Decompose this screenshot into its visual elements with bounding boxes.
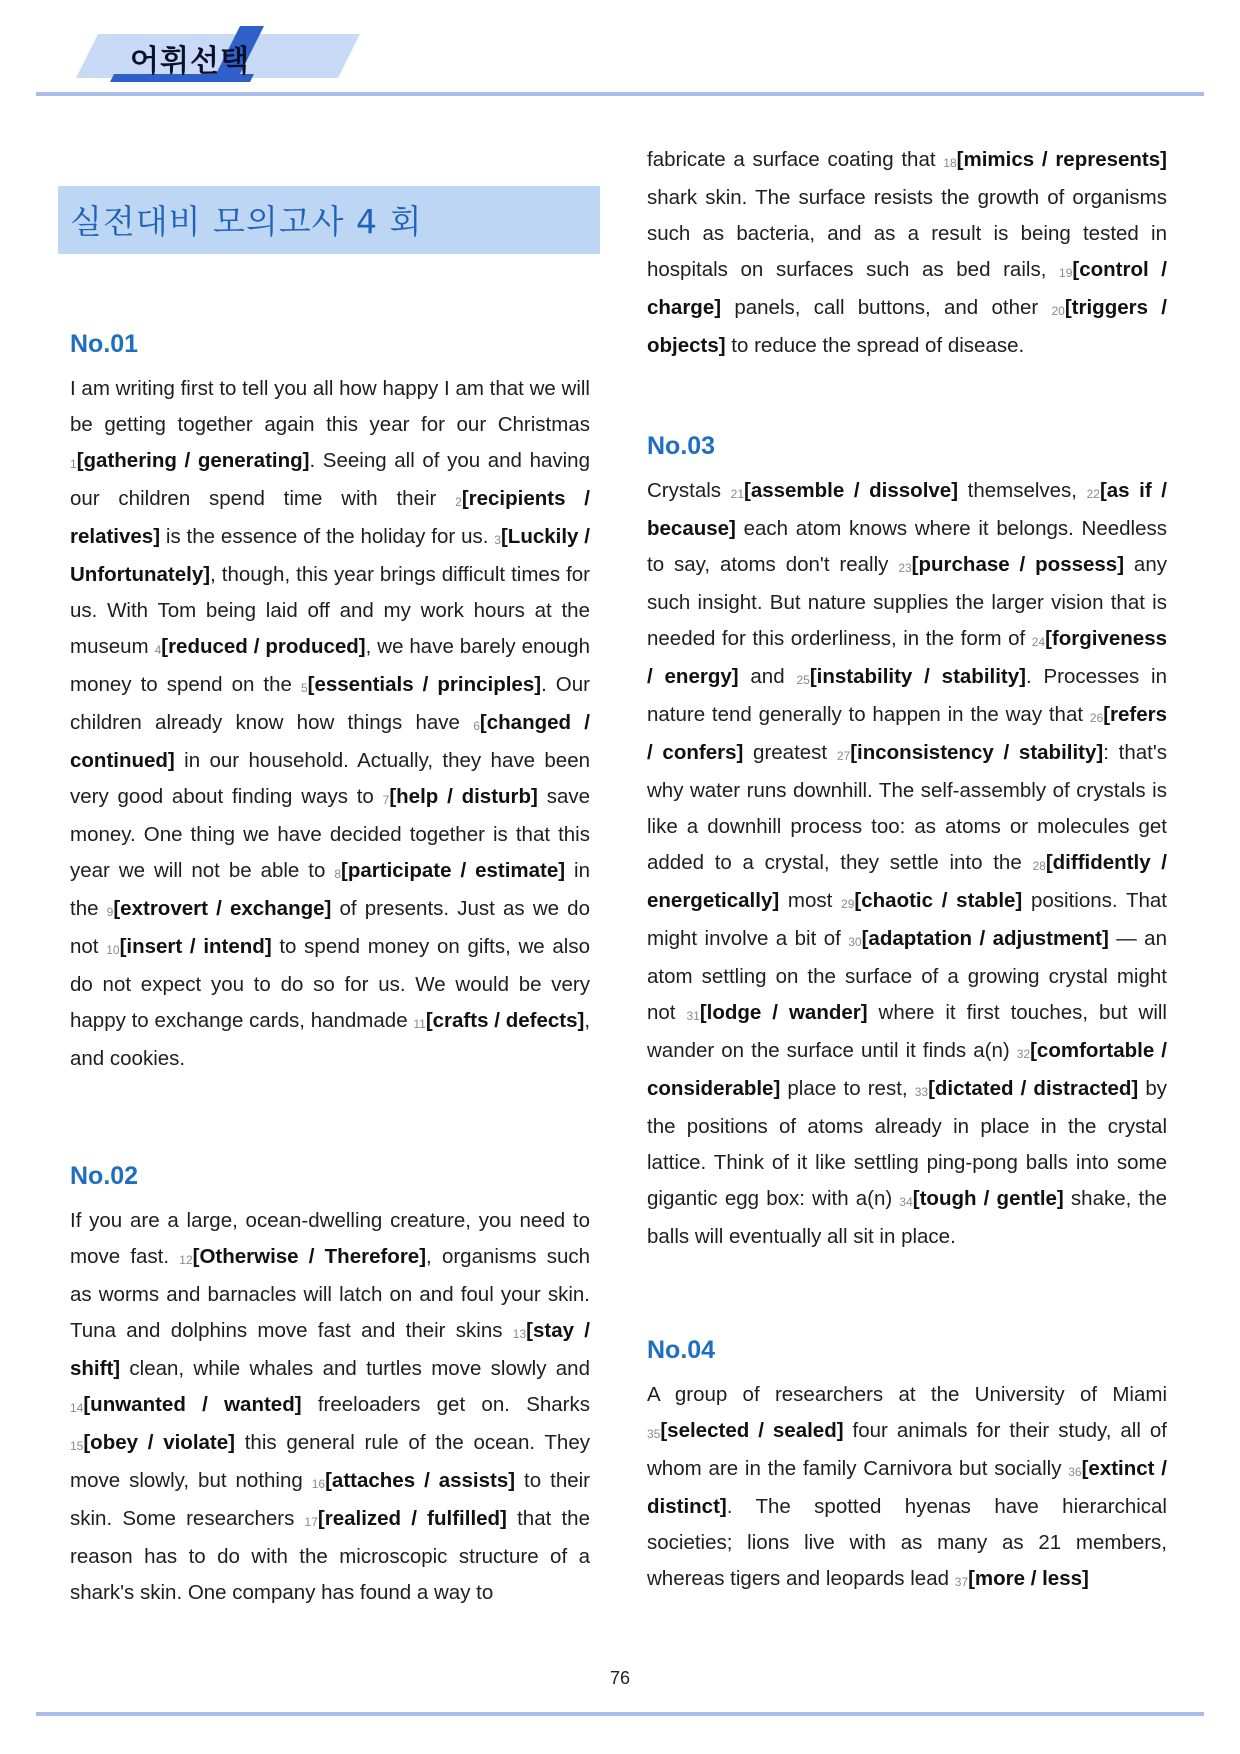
passage-text: this general rule of the ocean. They move slowly, but nothing: [70, 1431, 590, 1492]
passage-text: freeloaders get on. Sharks: [301, 1393, 590, 1416]
question-04-text: [647, 1377, 1167, 1599]
blank-number: 13: [512, 1327, 527, 1341]
passage-text: , organisms such as worms and barnacles will latch on and foul your skin. Tuna and dolphins move fast and their skins: [70, 1245, 590, 1342]
blank-number: 32: [1016, 1047, 1031, 1061]
passage-text: greatest: [743, 741, 837, 764]
blank-number: 30: [848, 935, 862, 949]
answer-choice: [insert / intend]: [119, 935, 272, 958]
passage-text: shake, the balls will eventually all sit in place.: [647, 1187, 1167, 1248]
blank-number: 35: [647, 1427, 661, 1441]
passage-text: If you are a large, ocean-dwelling creature, you need to move fast.: [70, 1209, 590, 1268]
passage-text: fabricate a surface coating that: [647, 148, 944, 171]
passage-text: A group of researchers at the University of Miami: [647, 1383, 1167, 1406]
blank-number: 2: [455, 495, 462, 509]
answer-choice: [changed / continued]: [70, 711, 590, 772]
footer-divider: [36, 1712, 1204, 1716]
header-divider: [36, 92, 1204, 96]
blank-number: 19: [1059, 266, 1073, 280]
blank-number: 9: [106, 905, 114, 919]
answer-choice: [crafts / defects]: [425, 1009, 585, 1032]
blank-number: 29: [841, 897, 855, 911]
blank-number: 24: [1031, 635, 1046, 649]
answer-choice: [lodge / wander]: [699, 1001, 868, 1024]
answer-choice: [as if / because]: [647, 479, 1167, 540]
answer-choice: [control / charge]: [647, 258, 1168, 319]
passage-text: : that's why water runs downhill. The self-assembly of crystals is like a downhill process too: as atoms or molecules get added to a crystal, they settle into the: [647, 741, 1168, 874]
passage-text: . The spotted hyenas have hierarchical societies; lions live with as many as 21 members, whereas tigers and leopards lead: [647, 1495, 1167, 1590]
blank-number: 5: [300, 681, 308, 695]
passage-text: place to rest,: [780, 1077, 915, 1100]
passage-text: . Seeing all of you and having our children spend time with their: [70, 449, 590, 510]
passage-text: to reduce the spread of disease.: [725, 334, 1025, 357]
passage-text: shark skin. The surface resists the growth of organisms such as bacteria, and as a result is being tested in hospitals on surfaces such as bed rails,: [647, 186, 1167, 281]
answer-choice: [more / less]: [968, 1567, 1089, 1590]
blank-number: 21: [730, 487, 744, 501]
passage-text: where it first touches, but will wander on the surface until it finds a(n): [647, 1001, 1167, 1062]
answer-choice: [recipients / relatives]: [70, 487, 590, 548]
answer-choice: [inconsistency / stability]: [850, 741, 1104, 764]
passage-text: any such insight. But nature supplies the larger vision that is needed for this orderliness, in the form of: [647, 553, 1167, 650]
answer-choice: [assemble / dissolve]: [744, 479, 959, 502]
passage-text: , and cookies.: [70, 1009, 591, 1070]
question-number-03: No.03: [647, 432, 716, 460]
blank-number: 11: [413, 1017, 426, 1031]
answer-choice: [stay / shift]: [70, 1319, 590, 1380]
exam-title: 실전대비 모의고사 4 회: [70, 202, 423, 241]
blank-number: 22: [1086, 487, 1100, 501]
passage-text: that the reason has to do with the microscopic structure of a shark's skin. One company has found a way to: [70, 1507, 590, 1604]
passage-text: and: [738, 665, 797, 688]
passage-text: I am writing first to tell you all how happy I am that we will be getting together again this year for our Christmas: [70, 377, 590, 436]
answer-choice: [adaptation / adjustment]: [861, 927, 1109, 950]
passage-text: to their skin. Some researchers: [70, 1469, 590, 1530]
answer-choice: [reduced / produced]: [161, 635, 366, 658]
answer-choice: [mimics / represents]: [956, 148, 1167, 171]
question-number-01: No.01: [70, 330, 139, 358]
passage-text: each atom knows where it belongs. Needless to say, atoms don't really: [647, 517, 1167, 576]
answer-choice: [realized / fulfilled]: [317, 1507, 507, 1530]
passage-text: , we have barely enough money to spend on the: [70, 635, 590, 696]
answer-choice: [essentials / principles]: [307, 673, 542, 696]
answer-choice: [refers / confers]: [647, 703, 1167, 764]
answer-choice: [triggers / objects]: [647, 296, 1167, 357]
blank-number: 33: [914, 1085, 929, 1099]
question-number-02: No.02: [70, 1162, 139, 1190]
passage-text: panels, call buttons, and other: [721, 296, 1052, 319]
answer-choice: [participate / estimate]: [341, 859, 566, 882]
passage-text: positions. That might involve a bit of: [647, 889, 1167, 950]
passage-text: four animals for their study, all of whom are in the family Carnivora but socially: [647, 1419, 1167, 1480]
blank-number: 23: [898, 561, 912, 575]
passage-text: to spend money on gifts, we also do not expect you to do so for us. We would be very happy to exchange cards, handmade: [70, 935, 590, 1032]
passage-text: . Our children already know how things have: [70, 673, 590, 734]
answer-choice: [extrovert / exchange]: [113, 897, 332, 920]
passage-text: in the: [70, 859, 591, 920]
passage-text: clean, while whales and turtles move slowly and: [120, 1357, 590, 1380]
answer-choice: [selected / sealed]: [660, 1419, 844, 1442]
question-02-continuation: [647, 142, 1167, 364]
blank-number: 37: [954, 1575, 969, 1589]
blank-number: 4: [154, 643, 162, 657]
passage-text: themselves,: [958, 479, 1087, 502]
blank-number: 7: [382, 793, 390, 807]
blank-number: 25: [796, 673, 810, 687]
blank-number: 15: [70, 1439, 84, 1453]
passage-text: by the positions of atoms already in place in the crystal lattice. Think of it like settling ping-pong balls into some gigantic egg box: with a(n): [647, 1077, 1167, 1210]
answer-choice: [Otherwise / Therefore]: [192, 1245, 427, 1268]
answer-choice: [comfortable / considerable]: [647, 1039, 1167, 1100]
answer-choice: [forgiveness / energy]: [647, 627, 1167, 688]
answer-choice: [tough / gentle]: [912, 1187, 1064, 1210]
page-number: 76: [609, 1668, 631, 1688]
question-number-04: No.04: [647, 1336, 716, 1364]
answer-choice: [instability / stability]: [809, 665, 1026, 688]
answer-choice: [unwanted / wanted]: [83, 1393, 302, 1416]
answer-choice: [purchase / possess]: [911, 553, 1125, 576]
blank-number: 8: [334, 867, 342, 881]
passage-text: save money. One thing we have decided together is that this year we will not be able to: [70, 785, 590, 882]
blank-number: 10: [106, 943, 120, 957]
answer-choice: [help / disturb]: [389, 785, 538, 808]
passage-text: in our household. Actually, they have been very good about finding ways to: [70, 749, 590, 808]
question-01-text: [70, 371, 590, 1077]
answer-choice: [diffidently / energetically]: [647, 851, 1168, 912]
question-03-text: [647, 473, 1167, 1255]
passage-text: Crystals: [647, 479, 731, 502]
answer-choice: [dictated / distracted]: [928, 1077, 1139, 1100]
question-02-text: [70, 1203, 590, 1611]
blank-number: 20: [1051, 304, 1065, 318]
blank-number: 1: [70, 457, 77, 471]
blank-number: 14: [70, 1401, 84, 1415]
answer-choice: [attaches / assists]: [325, 1469, 516, 1492]
blank-number: 26: [1089, 711, 1104, 725]
blank-number: 12: [179, 1253, 193, 1267]
blank-number: 3: [494, 533, 501, 547]
blank-number: 6: [473, 719, 480, 733]
passage-text: — an atom settling on the surface of a growing crystal might not: [647, 927, 1167, 1024]
passage-text: most: [779, 889, 842, 912]
answer-choice: [extinct / distinct]: [647, 1457, 1167, 1518]
passage-text: , though, this year brings difficult times for us. With Tom being laid off and my work hours at the museum: [70, 563, 590, 658]
answer-choice: [Luckily / Unfortunately]: [70, 525, 590, 586]
passage-text: of presents. Just as we do not: [70, 897, 590, 958]
answer-choice: [obey / violate]: [83, 1431, 235, 1454]
blank-number: 31: [686, 1009, 700, 1023]
section-title: 어휘선택: [130, 44, 250, 79]
passage-text: is the essence of the holiday for us.: [160, 525, 495, 548]
answer-choice: [chaotic / stable]: [854, 889, 1023, 912]
blank-number: 18: [943, 156, 957, 170]
blank-number: 16: [311, 1477, 326, 1491]
passage-text: . Processes in nature tend generally to happen in the way that: [647, 665, 1167, 726]
blank-number: 28: [1032, 859, 1046, 873]
blank-number: 36: [1068, 1465, 1082, 1479]
blank-number: 17: [304, 1515, 318, 1529]
answer-choice: [gathering / generating]: [76, 449, 310, 472]
blank-number: 27: [836, 749, 851, 763]
blank-number: 34: [899, 1195, 913, 1209]
